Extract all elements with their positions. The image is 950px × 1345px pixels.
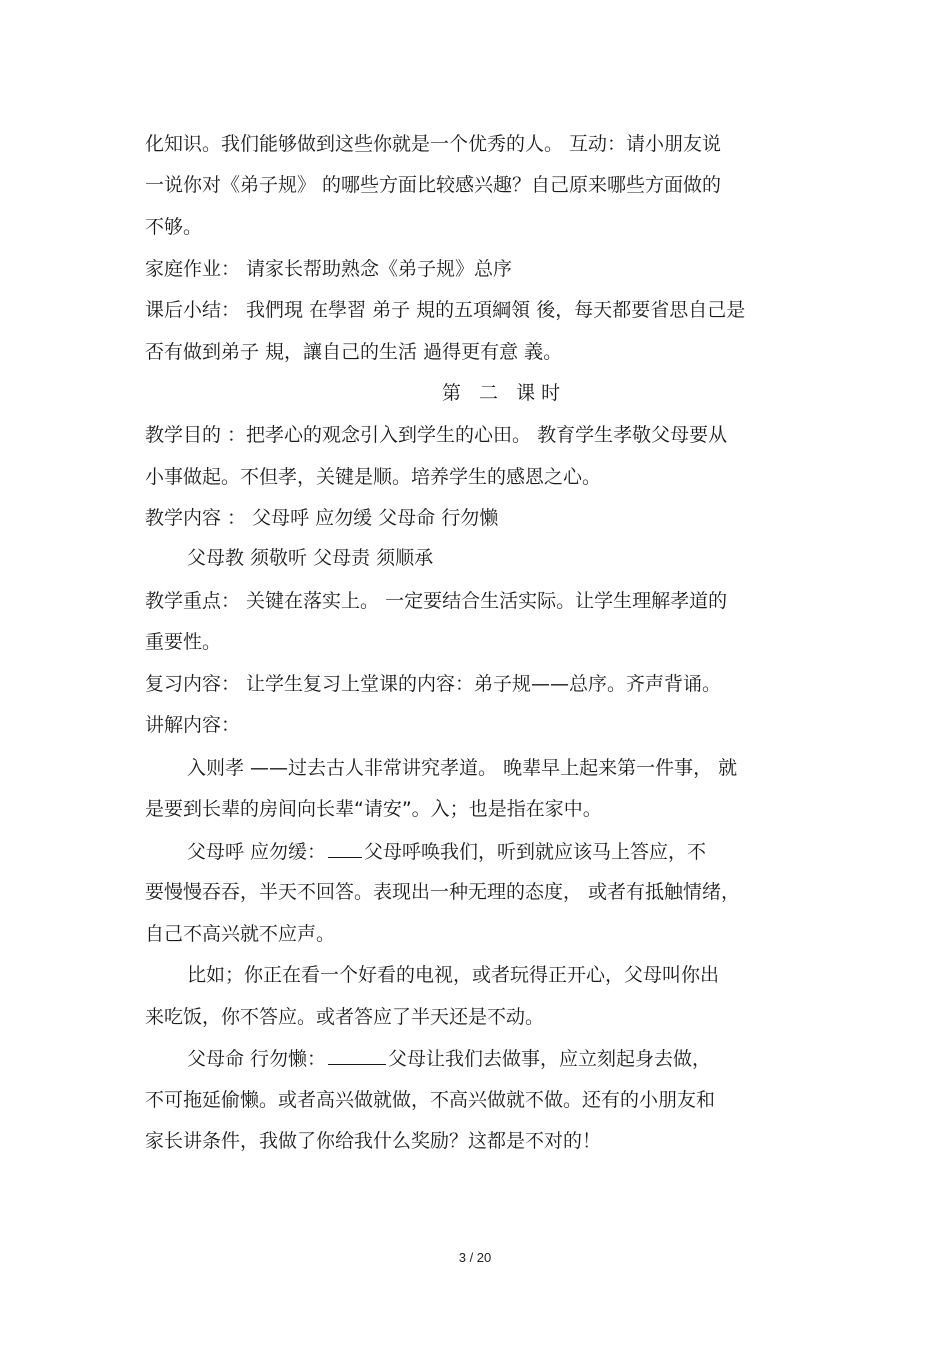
text-line: 比如；你正在看一个好看的电视，或者玩得正开心，父母叫你出 (187, 964, 720, 986)
text-segment: 父母呼唤我们，听到就应该马上答应，不 (364, 841, 707, 863)
text-segment: 父母命 行勿懒： (187, 1048, 327, 1070)
text-line: 讲解内容： (145, 714, 241, 736)
text-line: 不够。 (145, 216, 203, 238)
text-line (187, 839, 706, 864)
text-line: 父母教 须敬听 父母责 须顺承 (187, 547, 434, 569)
text-line: 否有做到弟子 規，讓自己的生活 過得更有意 義。 (145, 341, 563, 363)
text-line: 入则孝 ——过去古人非常讲究孝道。 晚辈早上起来第一件事， 就 (187, 757, 738, 779)
text-line: 课后小结： 我們現 在學習 弟子 規的五項綱領 後，每天都要省思自己是 (145, 299, 746, 321)
text-line: 教学目的 ：把孝心的观念引入到学生的心田。 教育学生孝敬父母要从 (145, 424, 728, 446)
text-line: 化知识。我们能够做到这些你就是一个优秀的人。 互动：请小朋友说 (145, 133, 722, 155)
fill-in-blank (328, 839, 362, 858)
text-line (187, 1046, 711, 1071)
text-line: 自己不高兴就不应声。 (145, 923, 336, 945)
text-segment: 父母呼 应勿缓： (187, 841, 327, 863)
text-line: 教学内容 ： 父母呼 应勿缓 父母命 行勿懒 (145, 507, 499, 529)
text-line: 不可拖延偷懒。或者高兴做就做，不高兴做就不做。还有的小朋友和 (145, 1089, 716, 1111)
text-line: 重要性。 (145, 631, 222, 653)
text-line: 要慢慢吞吞，半天不回答。表现出一种无理的态度， 或者有抵触情绪， (145, 881, 741, 903)
fill-in-blank (328, 1046, 386, 1065)
text-line: 复习内容： 让学生复习上堂课的内容：弟子规——总序。齐声背诵。 (145, 673, 722, 695)
text-line: 一说你对《弟子规》 的哪些方面比较感兴趣？自己原来哪些方面做的 (145, 174, 722, 196)
text-line: 家长讲条件，我做了你给我什么奖励？这都是不对的！ (145, 1130, 602, 1152)
page-number: 3 / 20 (458, 1250, 492, 1265)
section-title: 第 二 课时 (442, 382, 567, 404)
text-line: 家庭作业： 请家长帮助熟念《弟子规》总序 (145, 258, 513, 280)
text-line: 小事做起。不但孝，关键是顺。培养学生的感恩之心。 (145, 466, 602, 488)
text-line: 来吃饭，你不答应。或者答应了半天还是不动。 (145, 1006, 545, 1028)
text-line: 是要到长辈的房间向长辈“请安”。入；也是指在家中。 (145, 798, 602, 820)
text-segment: 父母让我们去做事，应立刻起身去做， (388, 1048, 712, 1070)
text-line: 教学重点： 关键在落实上。 一定要结合生活实际。让学生理解孝道的 (145, 590, 728, 612)
